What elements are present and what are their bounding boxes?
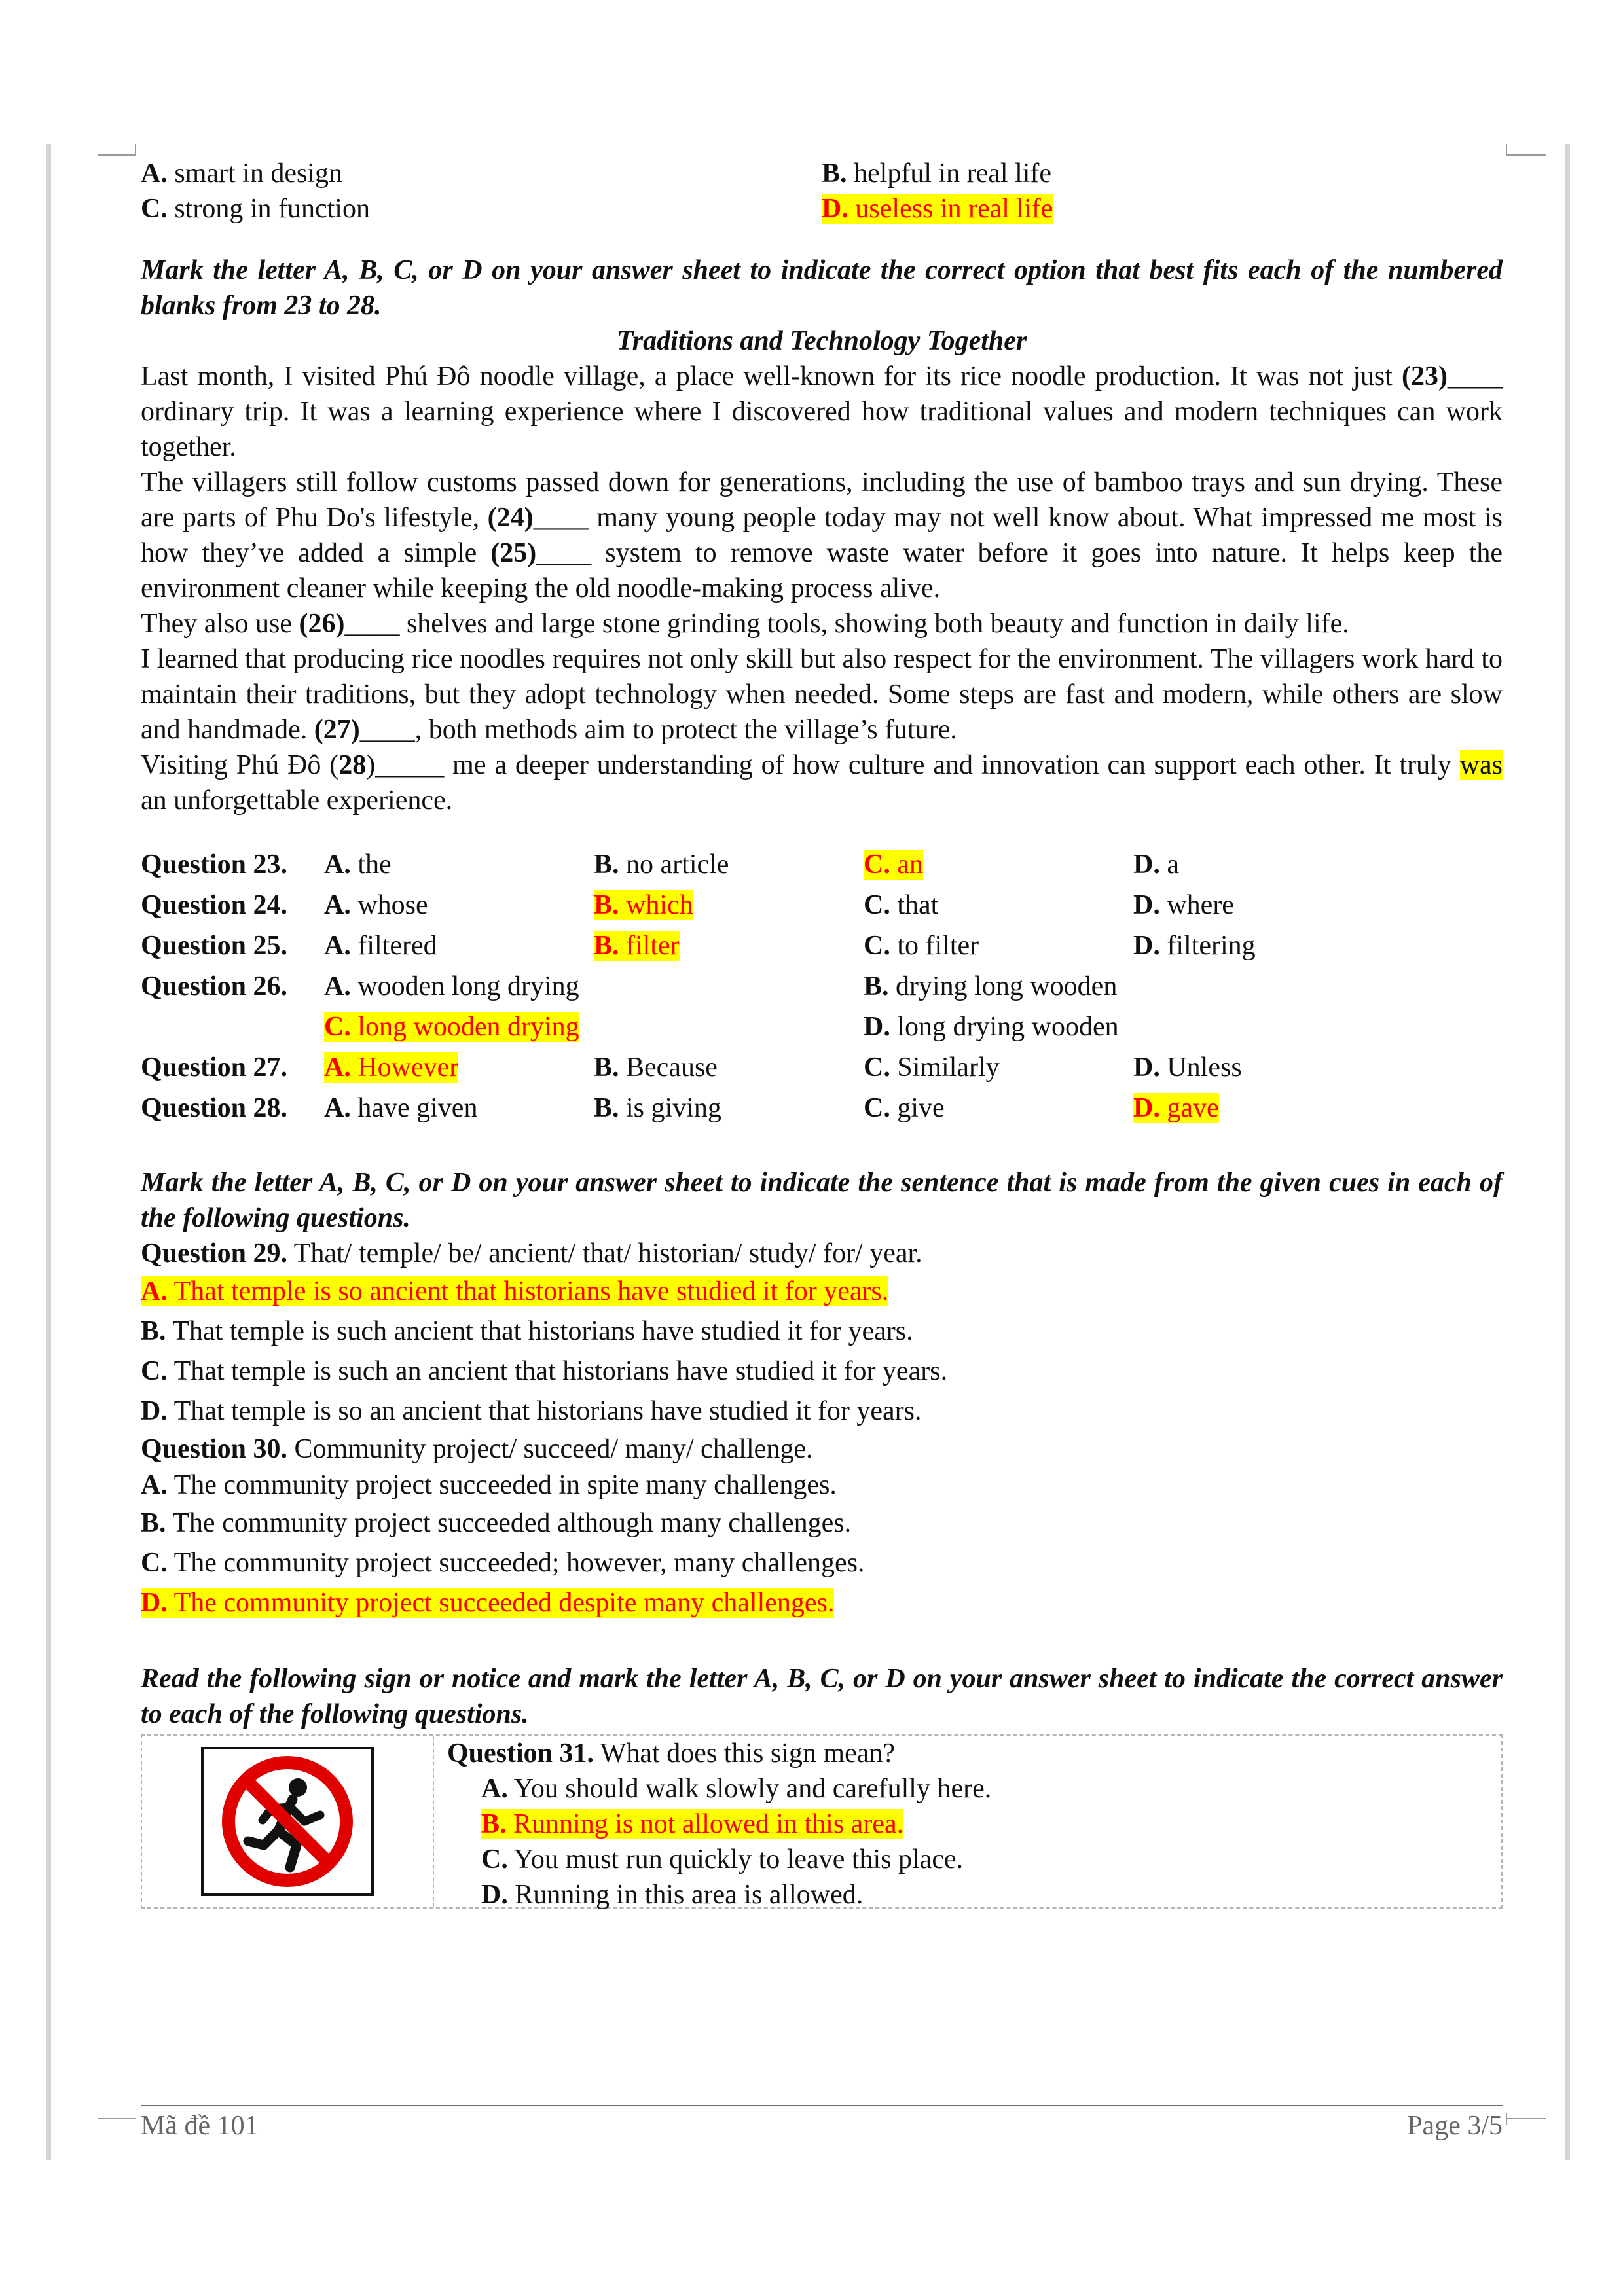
- question-22-options: [141, 156, 1503, 226]
- passage-paragraph: Last month, I visited Phú Đô noodle village, a place well-known for its rice noodle production. It was not just (23)____ ordinary trip. It was a learning experience where I discovered how traditional values and modern techniques can work together.: [141, 361, 1503, 462]
- crop-mark-top-right: [1506, 154, 1546, 156]
- crop-mark-bottom-right: [1506, 2113, 1507, 2125]
- sign-image-cell: [142, 1736, 434, 1907]
- question-29: Question 29. That/ temple/ be/ ancient/ that/ historian/ study/ for/ year. A. That temple is so ancient that historians have studied it for years. B. That temple is such ancient that historians have studied it for years. C. That temple is such an ancient that historians have studied it for years. D. That temple is so an ancient that historians have studied it for years.: [141, 1238, 948, 1426]
- option-c: C. strong in function: [141, 194, 370, 224]
- passage-title: Traditions and Technology Together: [616, 326, 1027, 356]
- passage-paragraph: The villagers still follow customs passed down for generations, including the use of bamboo trays and sun drying. These are parts of Phu Do's lifestyle, (24)____ many young people today may not well know about. What impressed me most is how they’ve added a simple (25)____ system to remove waste water before it goes into nature. It helps keep the environment cleaner while keeping the old noodle-making process alive.: [141, 467, 1503, 603]
- question-31-box: [141, 1734, 1503, 1909]
- question-30: Question 30. Community project/ succeed/ many/ challenge. A. The community project succeeded in spite many challenges. B. The community project succeeded although many challenges. C. The community project succeeded; however, many challenges. D. The community project succeeded despite many challenges.: [141, 1434, 865, 1618]
- crop-mark-top-right: [1506, 144, 1507, 156]
- exam-code: Mã đề 101: [141, 2111, 259, 2141]
- section-instruction-cloze: Mark the letter A, B, C, or D on your answer sheet to indicate the correct option that best fits each of the numbered blanks from 23 to 28.: [141, 255, 1503, 321]
- page-right-edge: [1565, 144, 1570, 2160]
- question-row: Question 28. A. have given B. is giving C. give D. gave: [141, 1093, 1219, 1123]
- question-row: C. long wooden drying D. long drying wooden: [324, 1012, 1119, 1042]
- section-instruction-cues: Mark the letter A, B, C, or D on your answer sheet to indicate the sentence that is made from the given cues in each of the following questions.: [141, 1168, 1503, 1233]
- question-row: Question 25. A. filtered B. filter C. to filter D. filtering: [141, 931, 1256, 961]
- passage: [141, 359, 1503, 818]
- crop-mark-bottom-right: [1506, 2118, 1546, 2119]
- passage-paragraph: They also use (26)____ shelves and large stone grinding tools, showing both beauty and function in daily life.: [141, 609, 1349, 639]
- page-left-edge: [46, 144, 51, 2160]
- page-content: [141, 156, 1503, 1909]
- question-table: [141, 844, 1503, 1128]
- crop-mark-bottom-left: [98, 2118, 136, 2119]
- crop-mark-top-left: [98, 154, 136, 156]
- option-d-answer: D. useless in real life: [822, 194, 1053, 224]
- question-row: Question 23. A. the B. no article C. an D. a: [141, 850, 1179, 880]
- option-b: B. helpful in real life: [822, 158, 1052, 188]
- question-row: Question 27. A. However B. Because C. Similarly D. Unless: [141, 1052, 1242, 1083]
- page-number: Page 3/5: [1407, 2111, 1503, 2141]
- passage-paragraph: I learned that producing rice noodles requires not only skill but also respect for the environment. The villagers work hard to maintain their traditions, but they adopt technology when needed. Some steps are fast and modern, while others are slow and handmade. (27)____, both methods aim to protect the village’s future.: [141, 644, 1503, 745]
- footer-divider: [141, 2105, 1503, 2106]
- passage-paragraph: Visiting Phú Đô (28)_____ me a deeper understanding of how culture and innovation can support each other. It truly was an unforgettable experience.: [141, 750, 1503, 816]
- question-31: Question 31. What does this sign mean? A. You should walk slowly and carefully here. B. Running is not allowed in this area. C. You must run quickly to leave this place. D. Running in this area is allowed.: [447, 1738, 992, 1910]
- question-row: Question 26. A. wooden long drying B. drying long wooden: [141, 971, 1118, 1001]
- question-row: Question 24. A. whose B. which C. that D. where: [141, 890, 1234, 920]
- no-running-sign-icon: [201, 1747, 374, 1896]
- option-a: A. smart in design: [141, 158, 342, 188]
- section-instruction-sign: Read the following sign or notice and mark the letter A, B, C, or D on your answer sheet to indicate the correct answer to each of the following questions.: [141, 1664, 1503, 1729]
- crop-mark-top-left: [135, 144, 136, 156]
